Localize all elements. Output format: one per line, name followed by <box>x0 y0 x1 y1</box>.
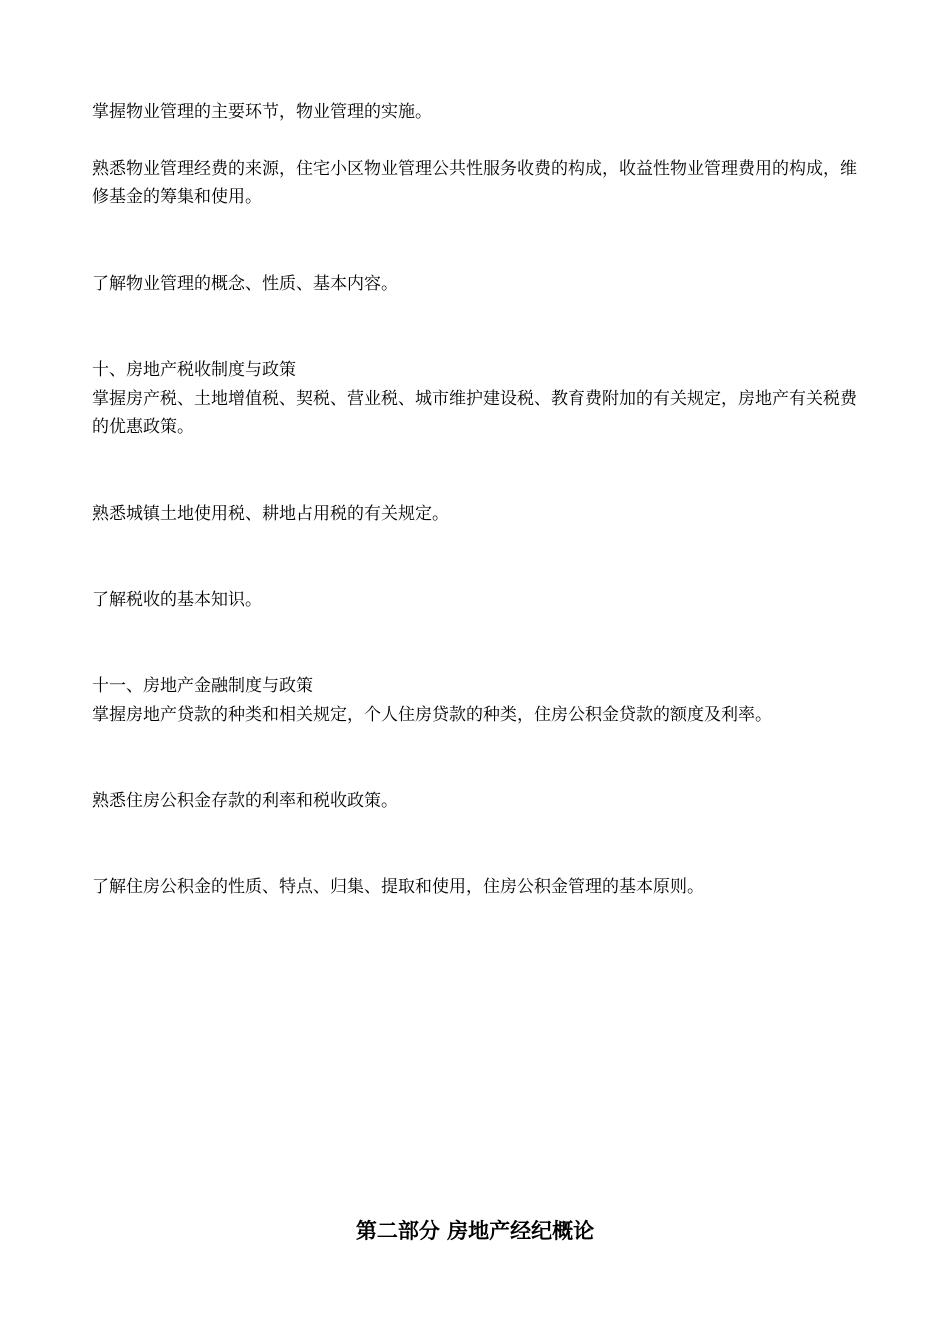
tax-familiar: 熟悉城镇土地使用税、耕地占用税的有关规定。 <box>92 504 449 524</box>
property-management-master: 掌握物业管理的主要环节，物业管理的实施。 <box>92 102 432 122</box>
finance-understand: 了解住房公积金的性质、特点、归集、提取和使用，住房公积金管理的基本原则。 <box>92 877 704 897</box>
finance-heading: 十一、房地产金融制度与政策 <box>92 676 313 696</box>
part-title: 第二部分 房地产经纪概论 <box>355 1219 595 1243</box>
property-management-understand: 了解物业管理的概念、性质、基本内容。 <box>92 274 398 294</box>
finance-familiar: 熟悉住房公积金存款的利率和税收政策。 <box>92 791 398 811</box>
finance-master: 掌握房地产贷款的种类和相关规定，个人住房贷款的种类，住房公积金贷款的额度及利率。 <box>92 705 772 725</box>
property-management-familiar: 熟悉物业管理经费的来源，住宅小区物业管理公共性服务收费的构成，收益性物业管理费用的构成，维修基金的筹集和使用。 <box>92 159 857 207</box>
tax-master: 掌握房产税、土地增值税、契税、营业税、城市维护建设税、教育费附加的有关规定，房地产有关税费的优惠政策。 <box>92 389 857 437</box>
tax-understand: 了解税收的基本知识。 <box>92 590 262 610</box>
tax-heading: 十、房地产税收制度与政策 <box>92 360 296 380</box>
